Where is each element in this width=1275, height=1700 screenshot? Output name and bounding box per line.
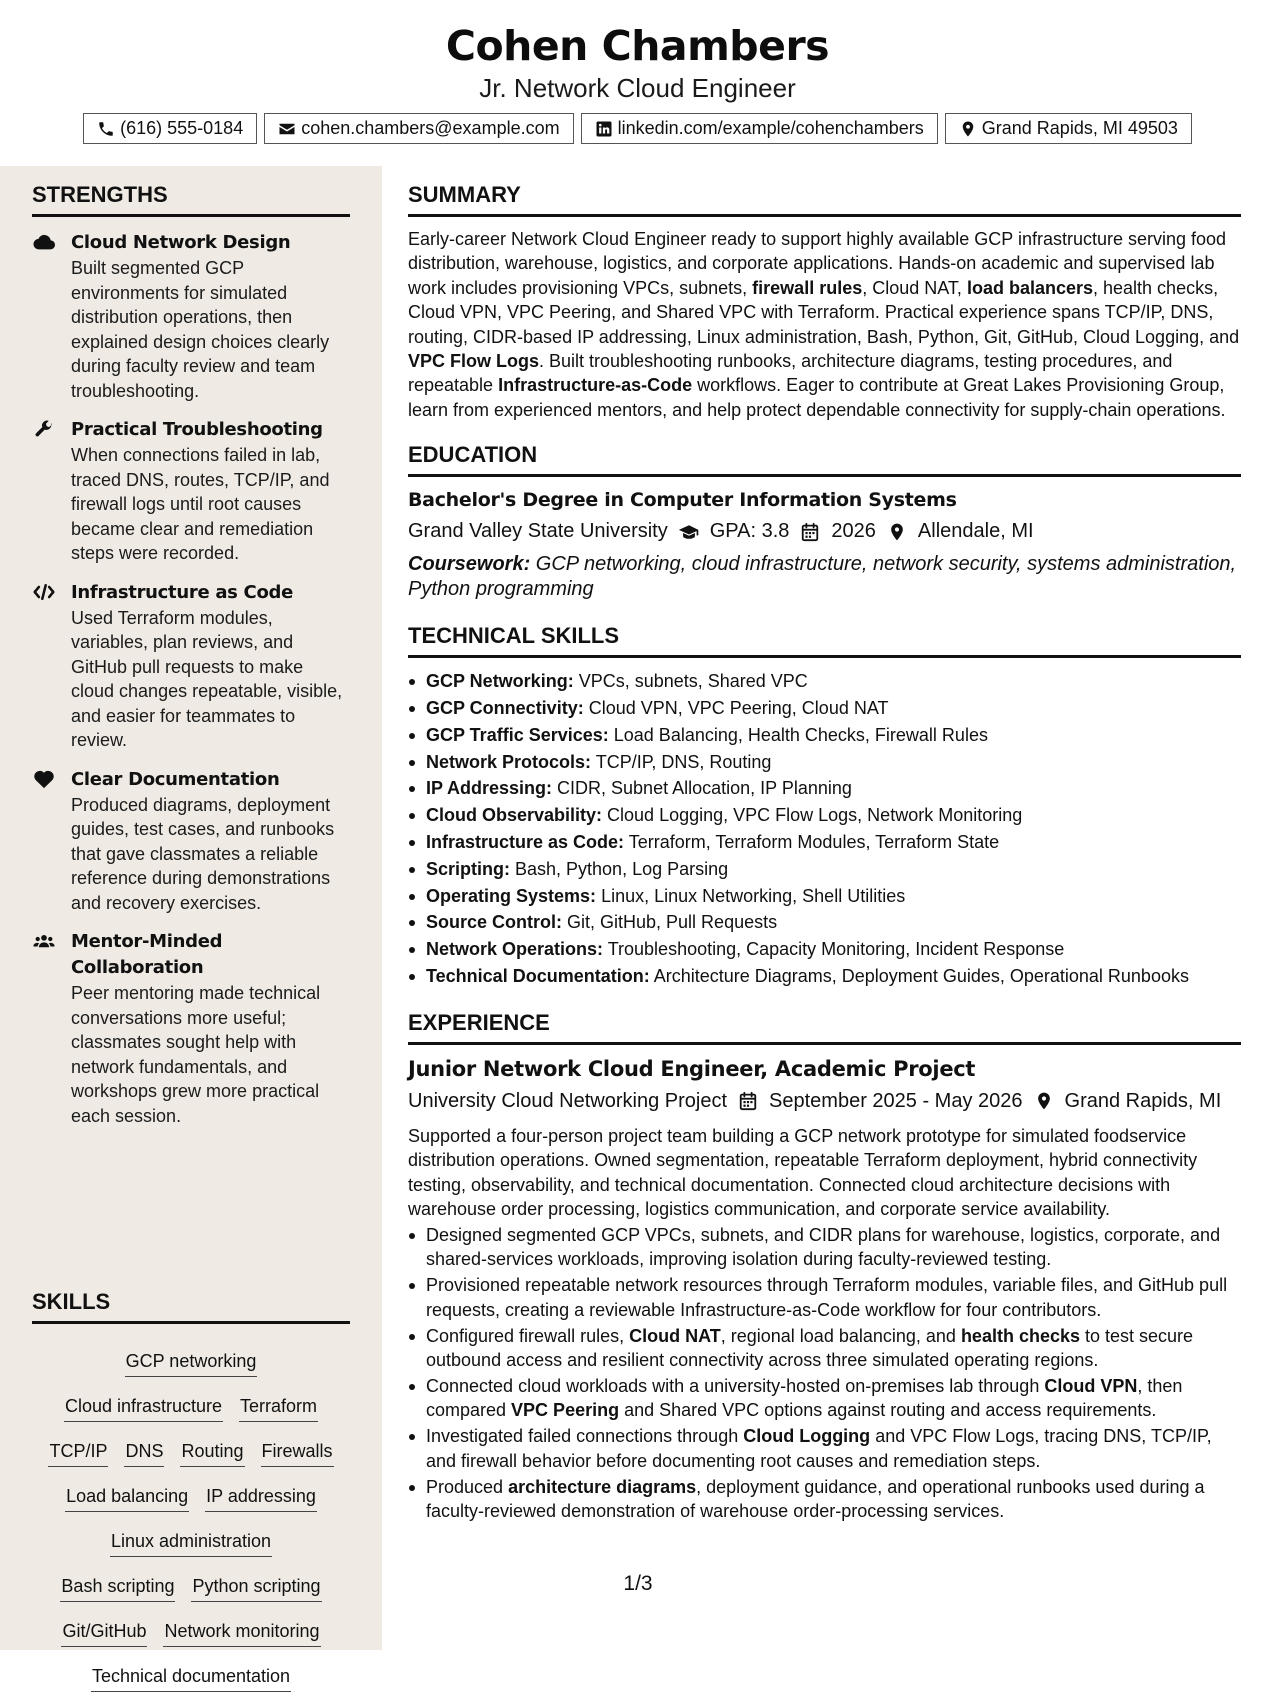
bullet-fragment: Connected cloud workloads with a university-hosted on-premises lab through	[426, 1375, 1045, 1396]
technical-skill-item	[408, 963, 1241, 990]
strength-description: Built segmented GCP environments for simulated distribution operations, then explained design choices clearly during faculty review and team troubleshooting.	[71, 258, 330, 401]
bullet-fragment: to test secure outbound access and resilient connectivity across three simulated operating regions.	[426, 1325, 1194, 1370]
technical-skill-value: Terraform, Terraform Modules, Terraform State	[624, 832, 1000, 853]
technical-skill-item	[408, 883, 1241, 910]
skill-tag: Bash scripting	[60, 1574, 175, 1602]
users-icon	[32, 931, 56, 951]
strength-title: Cloud Network Design	[71, 232, 291, 253]
education-section	[408, 442, 1241, 601]
experience-heading: EXPERIENCE	[408, 1010, 1241, 1045]
calendar-icon	[799, 522, 821, 542]
skill-tag: Network monitoring	[163, 1619, 320, 1647]
technical-skill-label: Source Control:	[426, 912, 563, 933]
sidebar	[0, 166, 382, 1686]
strength-title: Clear Documentation	[71, 768, 280, 790]
technical-skill-value: Architecture Diagrams, Deployment Guides, Operational Runbooks	[649, 966, 1189, 987]
summary-keyword: firewall rules	[752, 277, 863, 298]
skills-cloud	[32, 1340, 350, 1700]
summary-heading: SUMMARY	[408, 182, 1241, 217]
job-bullet	[408, 1374, 1241, 1423]
technical-skill-value: Git, GitHub, Pull Requests	[562, 912, 778, 933]
bullet-fragment: , regional load balancing, and	[720, 1325, 961, 1346]
education-school: Grand Valley State University	[408, 520, 668, 543]
skills-row	[32, 1610, 350, 1655]
wrench-icon	[32, 419, 56, 439]
contact-bar	[0, 113, 1275, 144]
strength-title: Practical Troubleshooting	[71, 419, 323, 440]
summary-keyword: Infrastructure-as-Code	[498, 375, 693, 396]
technical-skill-label: Infrastructure as Code:	[426, 832, 625, 853]
contact-email-text: cohen.chambers@example.com	[301, 118, 560, 138]
strength-item	[32, 417, 350, 566]
job-location: Grand Rapids, MI	[1064, 1089, 1222, 1112]
strengths-heading: STRENGTHS	[32, 182, 350, 217]
education-gpa: GPA: 3.8	[709, 520, 790, 543]
bullet-keyword: health checks	[960, 1325, 1080, 1346]
bullet-fragment: Designed segmented GCP VPCs, subnets, and CIDR plans for warehouse, logistics, corporate, and shared-services workloads, improving isolation during faculty-reviewed testing.	[426, 1224, 1221, 1270]
technical-skill-item	[408, 909, 1241, 936]
skills-row	[32, 1565, 350, 1610]
coursework-label: Coursework:	[408, 553, 531, 576]
code-icon	[32, 582, 56, 602]
bullet-keyword: Cloud Logging	[743, 1426, 871, 1447]
bullet-keyword: Cloud VPN	[1044, 1375, 1138, 1396]
technical-skill-value: Bash, Python, Log Parsing	[510, 858, 729, 879]
skill-tag: Load balancing	[65, 1484, 189, 1512]
technical-skill-label: Cloud Observability:	[426, 805, 603, 826]
summary-fragment: , Cloud NAT,	[862, 277, 967, 298]
page-number: 1/3	[623, 1572, 653, 1595]
technical-skill-label: GCP Networking:	[426, 671, 574, 692]
technical-skill-value: Linux, Linux Networking, Shell Utilities	[596, 885, 906, 906]
main-content	[408, 166, 1241, 1543]
job-bullet	[408, 1273, 1241, 1322]
skill-tag: DNS	[124, 1439, 164, 1467]
technical-skill-label: Network Protocols:	[426, 751, 592, 772]
summary-fragment: workflows. Eager to contribute at Great Lakes Provisioning Group, learn from experienced mentors, and help protect dependable connectivity for supply-chain operations.	[408, 375, 1226, 420]
strength-item	[32, 767, 350, 916]
strength-item	[32, 580, 350, 753]
map-pin-icon	[1033, 1091, 1055, 1111]
skills-row	[32, 1430, 350, 1475]
technical-skill-item	[408, 775, 1241, 802]
skill-tag: Cloud infrastructure	[64, 1394, 223, 1422]
job-bullet	[408, 1475, 1241, 1524]
technical-skill-value: TCP/IP, DNS, Routing	[591, 751, 772, 772]
job-title: Junior Network Cloud Engineer, Academic Project	[408, 1056, 976, 1081]
job-organization: University Cloud Networking Project	[408, 1089, 728, 1112]
contact-location	[945, 113, 1192, 144]
summary-keyword: VPC Flow Logs	[408, 351, 540, 372]
technical-skill-label: Network Operations:	[426, 939, 604, 960]
technical-skills-section	[408, 623, 1241, 990]
strength-description: Peer mentoring made technical conversations more useful; classmates sought help with network fundamentals, and workshops grew more practical each session.	[71, 983, 321, 1126]
job-bullet	[408, 1223, 1241, 1272]
contact-linkedin-text: linkedin.com/example/cohenchambers	[617, 118, 924, 138]
summary-section	[408, 182, 1241, 422]
bullet-keyword: Cloud NAT	[629, 1325, 721, 1346]
job-dates: September 2025 - May 2026	[769, 1089, 1023, 1112]
bullet-fragment: Produced	[426, 1476, 509, 1497]
summary-fragment: . Built troubleshooting runbooks, architecture diagrams, testing procedures, and repeatable	[408, 351, 1173, 396]
skills-row	[32, 1475, 350, 1520]
technical-skill-item	[408, 722, 1241, 749]
job-details	[408, 1090, 1241, 1113]
job-bullets	[408, 1223, 1241, 1523]
bullet-fragment: , then compared	[426, 1375, 1183, 1421]
bullet-fragment: Investigated failed connections through	[426, 1426, 744, 1447]
technical-skill-label: Technical Documentation:	[426, 966, 650, 987]
map-pin-icon	[886, 522, 908, 542]
education-heading: EDUCATION	[408, 442, 1241, 477]
strength-item	[32, 230, 350, 403]
skill-tag: IP addressing	[205, 1484, 317, 1512]
strengths-section	[32, 182, 350, 1128]
strength-title: Infrastructure as Code	[71, 581, 294, 603]
bullet-fragment: and Shared VPC options against routing and access requirements.	[619, 1400, 1157, 1421]
strength-item	[32, 929, 350, 1128]
skills-row	[32, 1655, 350, 1700]
skills-section	[32, 1289, 350, 1700]
cloud-icon	[32, 232, 56, 252]
contact-email[interactable]	[264, 113, 573, 144]
technical-skills-heading: TECHNICAL SKILLS	[408, 623, 1241, 658]
education-year: 2026	[831, 520, 876, 543]
resume-header	[0, 0, 1275, 166]
job-description: Supported a four-person project team building a GCP network prototype for simulated foodservice distribution operations. Owned segmentation, repeatable Terraform deployment, hybrid connectivity testing, observability, and technical documentation. Connected cloud architecture decisions with warehouse order processing, logistics communication, and corporate service availability.	[408, 1125, 1198, 1220]
technical-skill-label: Scripting:	[426, 858, 510, 879]
education-details	[408, 520, 1241, 543]
summary-text	[408, 227, 1241, 422]
education-location: Allendale, MI	[917, 520, 1034, 543]
skill-tag: Git/GitHub	[61, 1619, 147, 1647]
contact-linkedin[interactable]	[581, 113, 938, 144]
skills-row	[32, 1520, 350, 1565]
linkedin-icon	[595, 120, 613, 138]
education-degree: Bachelor's Degree in Computer Information Systems	[408, 489, 957, 512]
technical-skill-value: Cloud VPN, VPC Peering, Cloud NAT	[583, 698, 889, 719]
map-pin-icon	[959, 120, 977, 138]
bullet-fragment: and VPC Flow Logs, tracing DNS, TCP/IP, and firewall behavior before documenting root causes and remediation steps.	[426, 1426, 1212, 1471]
technical-skill-label: GCP Connectivity:	[426, 698, 584, 719]
experience-section	[408, 1010, 1241, 1524]
strength-description: When connections failed in lab, traced DNS, routes, TCP/IP, and firewall logs until root causes became clear and remediation steps were recorded.	[71, 445, 330, 563]
technical-skill-value: VPCs, subnets, Shared VPC	[573, 671, 808, 692]
summary-fragment: Early-career Network Cloud Engineer ready to support highly available GCP infrastructure serving food distribution, warehouse, logistics, and corporate applications. Hands-on academic and supervised lab work includes provisioning VPCs, subnets,	[408, 229, 1227, 298]
candidate-title: Jr. Network Cloud Engineer	[479, 73, 796, 103]
technical-skill-item	[408, 802, 1241, 829]
envelope-icon	[278, 120, 296, 138]
contact-location-text: Grand Rapids, MI 49503	[981, 118, 1178, 138]
graduation-cap-icon	[678, 522, 700, 542]
summary-keyword: load balancers	[966, 277, 1094, 298]
bullet-fragment: Configured firewall rules,	[426, 1325, 630, 1346]
technical-skill-item	[408, 829, 1241, 856]
skills-row	[32, 1340, 350, 1385]
bullet-keyword: VPC Peering	[511, 1400, 620, 1421]
contact-phone[interactable]	[83, 113, 257, 144]
technical-skill-label: GCP Traffic Services:	[426, 724, 609, 745]
skill-tag: Routing	[180, 1439, 244, 1467]
bullet-keyword: architecture diagrams	[508, 1476, 697, 1497]
technical-skill-value: CIDR, Subnet Allocation, IP Planning	[552, 778, 852, 799]
skill-tag: TCP/IP	[48, 1439, 108, 1467]
contact-phone-text: (616) 555-0184	[120, 118, 244, 138]
skill-tag: GCP networking	[125, 1349, 258, 1377]
phone-icon	[97, 120, 115, 138]
technical-skill-value: Troubleshooting, Capacity Monitoring, Incident Response	[603, 939, 1065, 960]
coursework-text: GCP networking, cloud infrastructure, network security, systems administration, Python programming	[408, 553, 1237, 600]
skills-heading: SKILLS	[32, 1289, 350, 1324]
strength-description: Produced diagrams, deployment guides, test cases, and runbooks that gave classmates a reliable reference during demonstrations and recovery exercises.	[71, 794, 335, 913]
technical-skills-list	[408, 668, 1241, 990]
technical-skill-value: Cloud Logging, VPC Flow Logs, Network Monitoring	[602, 805, 1023, 826]
skills-row	[32, 1385, 350, 1430]
skill-tag: Technical documentation	[91, 1664, 291, 1692]
skill-tag: Terraform	[239, 1394, 318, 1422]
candidate-name: Cohen Chambers	[445, 22, 830, 70]
technical-skill-item	[408, 695, 1241, 722]
education-coursework	[408, 552, 1241, 601]
calendar-icon	[737, 1091, 759, 1111]
bullet-fragment: Provisioned repeatable network resources through Terraform modules, variable files, and GitHub pull requests, creating a reviewable Infrastructure-as-Code workflow for four contributors.	[426, 1275, 1228, 1320]
technical-skill-item	[408, 668, 1241, 695]
technical-skill-item	[408, 856, 1241, 883]
job-bullet	[408, 1324, 1241, 1373]
skill-tag: Linux administration	[110, 1529, 272, 1557]
strength-description: Used Terraform modules, variables, plan reviews, and GitHub pull requests to make cloud changes repeatable, visible, and easier for teammates to review.	[71, 607, 343, 750]
technical-skill-label: Operating Systems:	[426, 885, 597, 906]
technical-skill-value: Load Balancing, Health Checks, Firewall Rules	[608, 724, 988, 745]
technical-skill-item	[408, 749, 1241, 776]
heart-icon	[32, 769, 56, 789]
technical-skill-label: IP Addressing:	[426, 778, 553, 799]
bullet-fragment: , deployment guidance, and operational runbooks used during a faculty-reviewed demonstration of warehouse order-processing services.	[426, 1476, 1205, 1521]
skill-tag: Firewalls	[261, 1439, 334, 1467]
skill-tag: Python scripting	[191, 1574, 321, 1602]
summary-fragment: , health checks, Cloud VPN, VPC Peering, and Shared VPC with Terraform. Practical experience spans TCP/IP, DNS, routing, CIDR-based IP addressing, Linux administration, Bash, Python, Git, GitHub, Cloud Logging, and	[408, 277, 1240, 347]
job-bullet	[408, 1424, 1241, 1473]
technical-skill-item	[408, 936, 1241, 963]
strength-title: Mentor-Minded Collaboration	[71, 931, 223, 978]
